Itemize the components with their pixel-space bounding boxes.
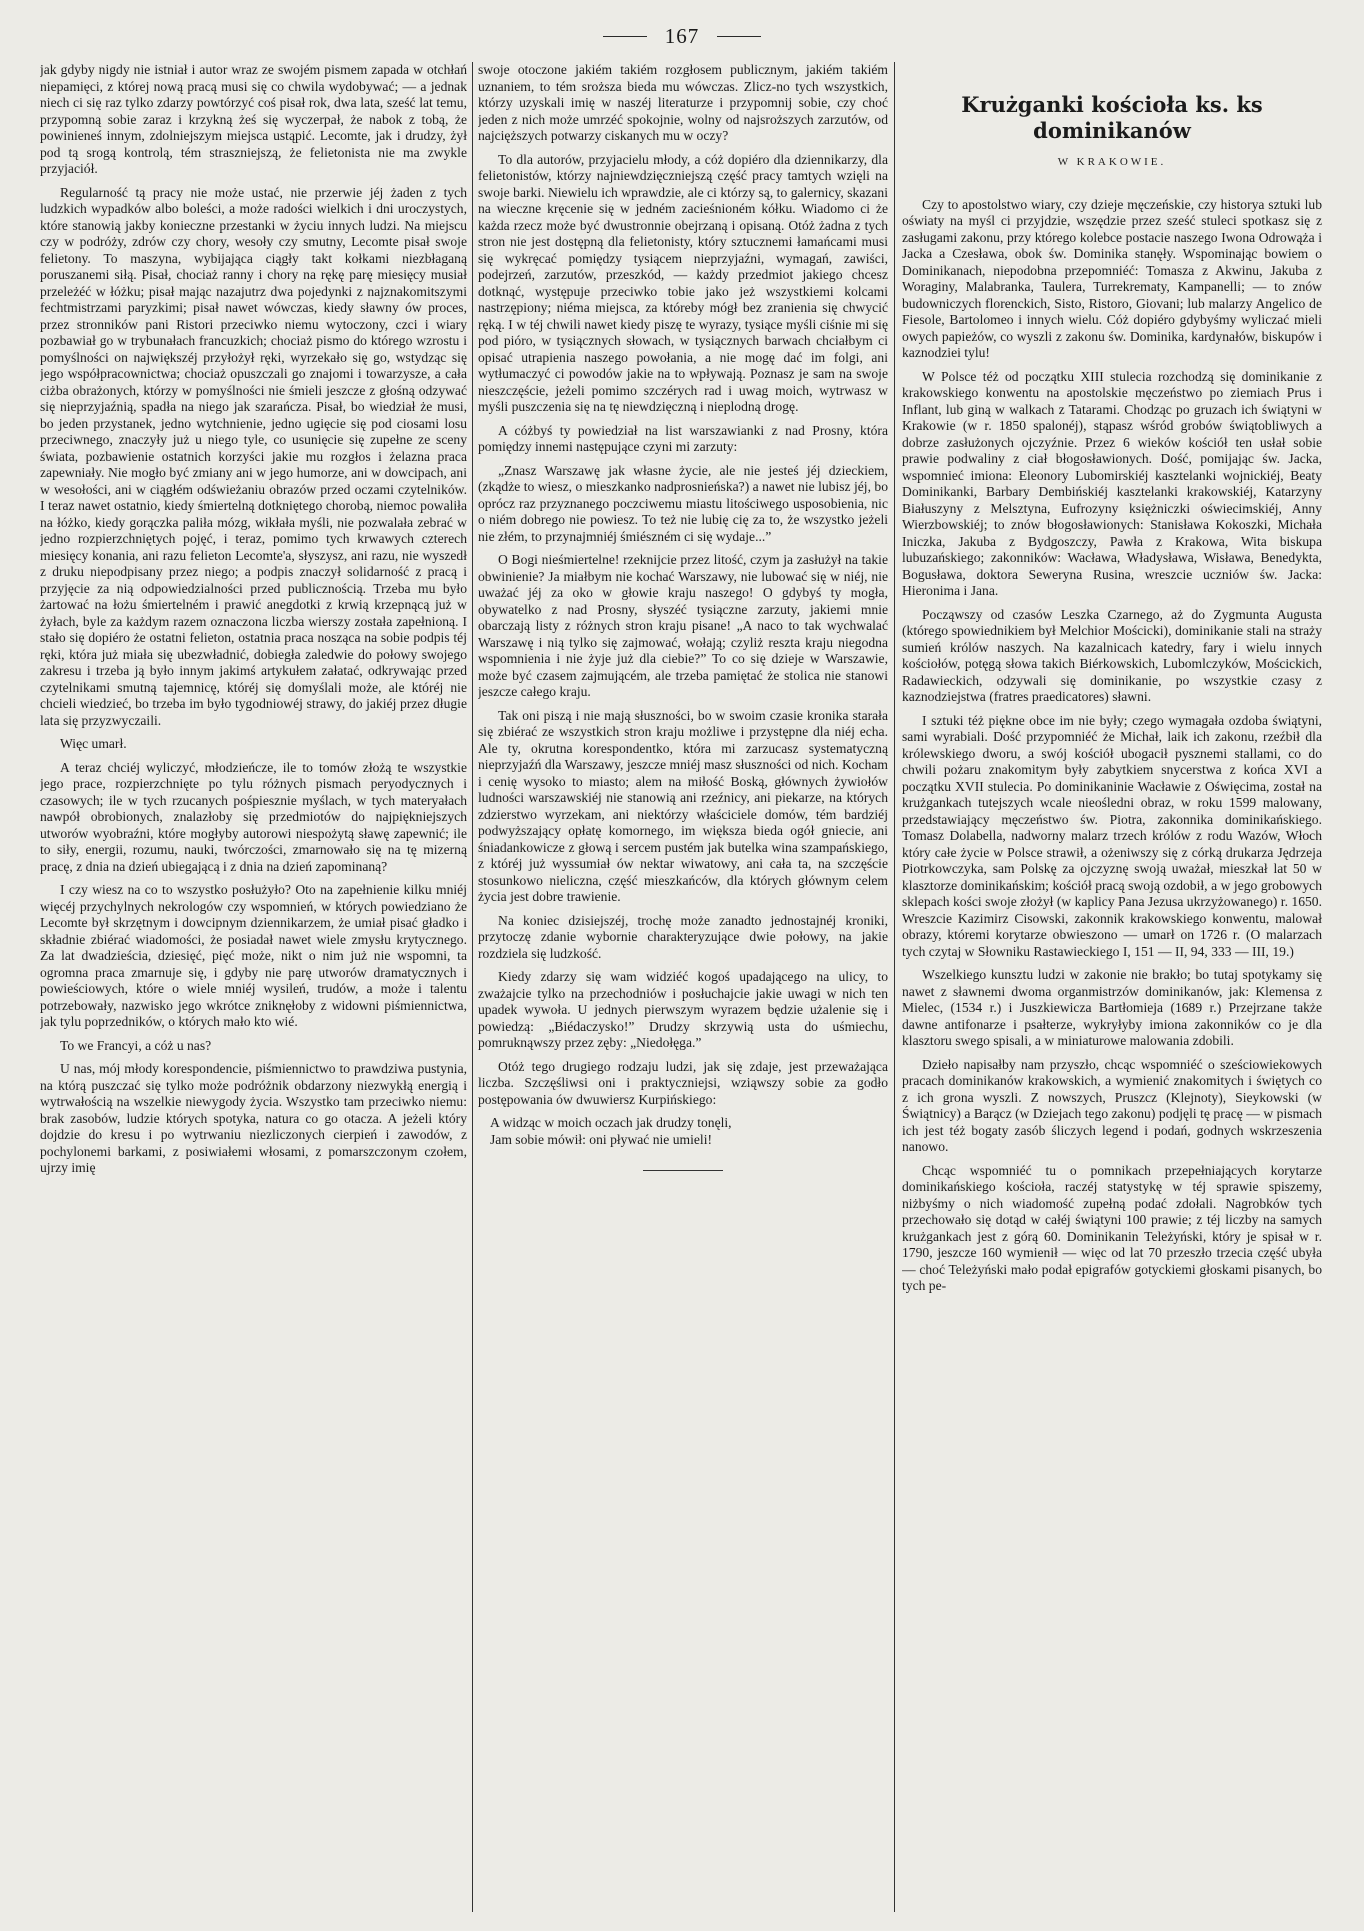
paragraph: Kiedy zdarzy się wam widziéć kogoś upadającego na ulicy, to zważajcie tylko na przechodniów i posłuchajcie jakie uwagi w nich ten upadek wywoła. U jednych pierwszym wyrazem będzie użalenie się i powiedzą: „Biédaczysko!” Drudzy skrzywią usta do uśmiechu, pomruknąwszy przez zęby: „Niedołęga.” (478, 969, 888, 1050)
paragraph: To dla autorów, przyjacielu młody, a cóż dopiéro dla dziennikarzy, dla felietonistów, którzy najniewdzięczniejszą część pracy tamtych wzięli na swoje barki. Niewielu ich wprawdzie, ale ci którzy są, to galernicy, skazani na wieczne kręcenie się w jedném zacieśnioném kółku. Wiadomo ci że każda rzecz może być dwustronnie obejrzaną i opisaną. Otóż żadna z tych stron nie jest dostępną dla felietonisty, który sztucznemi łamańcami musi się wykręcać pomiędzy tysiącem nieprzyjaźni, wymagań, zawiści, podejrzeń, zarzutów, przeszkód, — każdy przedmiot jakiego chcesz dotknąć, występuje przeciwko tobie jako jeż wszystkiemi kolcami nastrzępiony; niéma miejsca, za któreby mógł bez zranienia się chwycić ręką. I w téj chwili nawet kiedy piszę te wyrazy, tysiące myśli ciśnie mi się pod pióro, w tysiącznych słowach, w tysiącznych barwach chciałbym ci opisać utrapienia naszego powołania, a nie mogę dać im folgi, ani wytłumaczyć ci powodów jakie na to wpływają. Poznasz je sam na swoje nieszczęście, jeżeli pomimo szczérych rad i uwag moich, wytrwasz w myśli puszczenia się na tę niewdzięczną i nieplodną drogę. (478, 151, 888, 414)
paragraph: Regularność tą pracy nie może ustać, nie przerwie jéj żaden z tych ludzkich wypadków albo boleści, a może radości wielkich i dni uroczystych, które stanowią jakby konieczne przestanki w życiu innych ludzi. Na miejscu czy w podróży, zdrów czy chory, wesoły czy smutny, Lecomte pisał swoje felietony. To maszyna, wybijająca ciągły takt kołkami niezbłaganą poruszanemi siłą. Pisał, chociaż ranny i chory na rękę parę miesięcy musiał przeleżéć w łóżku; pisał mając nazajutrz dwa pojedynki z najznakomitszymi fechtmistrzami paryzkimi; pisał nawet wówczas, kiedy sławny ów proces, przez stronników pani Ristori przeciwko niemu wytoczony, czci i wiary pozbawiał go w trybunałach francuzkich; chociaż pismo do którego wzrostu i pomyślności on największéj przyłożył ręki, wyrzekało się go, wstydząc się jego współpracownictwa; chociaż opuszczali go znajomi i towarzysze, a cała ciżba obrażonych, którzy w pomyślności nie śmieli jeszcze z głośną odzywać się nieprzyjaźnią, spadła na niego jak szarańcza. Pisał, bo wiedział że musi, bo jeden przystanek, jedno wytchnienie, jedno ugięcie się pod ciosami losu przeciwnego, znaczyły już u niego tyle, co usunięcie się zupełne ze sceny świata, pozbawienie ostatnich korzyści jakie mu rozgłos i żelazna praca zapewniały. Nie mogło być zmiany ani w jego humorze, ani w dowcipach, ani w wesołości, ani w ciągłém odświeżaniu obrazów przed oczami czytelników. I teraz nawet ostatnio, kiedy śmiertelną dotkniętego chorobą, niemoc powaliła na łóżko, kiedy gorączka paliła mózg, wikłała myśli, nie pozwalała zebrać w jedno rozpierzchniętych pojęć, i teraz, pomimo tych krwawych czterech miesięcy konania, ani razu felieton Lecomte'a, słyszysz, ani razu, nie wyszedł z druku niepodpisany przez niego; a podpis znaczył solidarność z pracą i przyjęcie za nią odpowiedzialności przed publicznością. Trzeba mu było żartować na łożu śmiertelném i prawić anegdotki z krwią krzepnącą już w żyłach, byle za każdym razem oznaczona liczba wierszy została zapełnioną. I stało się dopiéro że ostatni felieton, ostatnia praca nosząca na sobie podpis téj ręki, która już miała się ubezwładnić, dobiegła zaledwie do połowy swojego zakresu i trzeba ją było innym jakimś artykułem załatać, odkrywając przed czytelnikami smutną tajemnicę, któréj się domyślali może, ale któréj nie chcieli wiedzieć, bo trzeba im było tygodniowéj strawy, do jakiéj przez długie lata się przyzwyczaili. (40, 184, 467, 728)
verse-line: A widząc w moich oczach jak drudzy tonęli, (490, 1115, 732, 1130)
quoted-letter: „Znasz Warszawę jak własne życie, ale nie jesteś jéj dzieckiem, (zkądże to wiesz, o mieszkanko nadprosnieńska?) a nawet nie lubisz jéj, bo oprócz raz przyznanego poczciwemu miastu litościwego usposobienia, nic o niém dobrego nie powiesz. To też nie lubię cię za to, że wszystko jeżeli nie złém, to przynajmniéj śmiészném ci się wydaje...” (478, 462, 888, 544)
paragraph: A cóżbyś ty powiedział na list warszawianki z nad Prosny, która pomiędzy innemi następujące czyni mi zarzuty: (478, 422, 888, 454)
paragraph: A teraz chciéj wyliczyć, młodzieńcze, ile to tomów złożą te wszystkie jego prace, rozpierzchnięte po tylu różnych pismach peryodycznych i czasowych; ile w tych rzucanych pośpiesznie myślach, w tych materyałach nawpół obrobionych, znalazłoby się przedmiotów do najpiękniejszych utworów wyobraźni, które mogłyby autorowi niespożytą sławę zapewnić; ile to siły, energii, rozumu, nauki, twórczości, zmarnowało się na tę mizerną pracę, z dnia na dzień ubiegającą i z dnia na dzień zapominaną? (40, 759, 467, 874)
column-left (40, 62, 467, 1912)
paragraph: Tak oni piszą i nie mają słuszności, bo w swoim czasie kronika starała się zbiérać ze wszystkich stron kraju możliwe i przystępne dla niéj echa. Ale ty, okrutna korespondentko, która mi zarzucasz systematyczną nieprzyjaźń dla Warszawy, jeszcze mniéj masz słuszności od nich. Kocham i cenię wysoko to miasto; alem na miłość Boską, głównych żywiołów ludności warszawskiéj nie stanowią ani rzeźnicy, ani piekarze, na których zdzierstwo wyrzekam, ani niektórzy właściciele domów, tém bardziéj podwyższający opłatę komornego, im większa bieda ogół gniecie, ani śniadankowicze z głową i sercem pustém jak butelka wina szampańskiego, z któréj już wyssumiał ów nektar wiwatowy, ani cała ta, na szczęście stosunkowo nieliczna, część mieszkańców, dla których głównym celem życia jest dobre trawienie. (478, 707, 888, 904)
paragraph: Dzieło napisałby nam przyszło, chcąc wspomniéć o sześciowiekowych pracach dominikanów krakowskich, a wymienić znakomitych i świętych co z ich grona wyszli. Z nowszych, Pruszcz (Klejnoty), Sieykowski (w Świątnicy) a Barącz (w Dziejach tego zakonu) podjęli tę pracę — w pismach ich jest téż bogaty zasób śliczych legend i podań, godnych wskrzeszenia nanowo. (902, 1056, 1322, 1154)
column-divider-left (472, 62, 473, 1912)
article-title: Krużganki kościoła ks. ks dominikanów (961, 92, 1263, 143)
paragraph: I czy wiesz na co to wszystko posłużyło? Oto na zapełnienie kilku mniéj więcéj przychylnych nekrologów czy wspomnień, w których powiedziano że Lecomte był skrzętnym i dowcipnym dziennikarzem, że umiał pisać gładko i składnie zbiérać wiadomości, że posiadał nawet wiele zmysłu krytycznego. Za lat dwadzieścia, dziesięć, pięć może, nikt o nim już nie wspomni, ta ogromna praca zmarnuje się, i gdyby nie parę utworów dramatycznych i powieściowych, które o wiele mniéj wysileń, trudów, a może i talentu potrzebowały, nazwisko jego wkrótce zniknęłoby z widowni piśmiennictwa, jak tylu poprzedników, o których mało kto wié. (40, 882, 467, 1029)
paragraph: To we Francyi, a cóż u nas? (60, 1037, 212, 1053)
paragraph: U nas, mój młody korespondencie, piśmiennictwo to prawdziwa pustynia, na którą puszczać się tylko może podróżnik obdarzony niezwykłą energią i wytrwałością na wszelkie niewygody życia. Wszystko tam przeciwko niemu: brak zasobów, ludzie których spotyka, natura co go otacza. A jeżeli który dojdzie do kresu i po wytrwaniu niezliczonych cierpień i zawodów, z pochylonemi barkami, z posiwiałemi włosami, z pomarszczonym czołem, ujrzy imię (40, 1061, 467, 1175)
paragraph: Począwszy od czasów Leszka Czarnego, aż do Zygmunta Augusta (którego spowiednikiem był Melchior Mościcki), dominikanie stali na straży sumień królów naszych. Na kazalnicach katedry, fary i wielu innych kościołów, potęgą słowa takich Biérkowskich, Lubomlczyków, Mościckich, Radawieckich, odzywali się dominikanie, po wszystkie czasy z kaznodziejstwa (fratres praedicatores) sławni. (902, 606, 1322, 704)
paragraph: I sztuki téż piękne obce im nie były; czego wymagała ozdoba świątyni, sami wyrabiali. Dość przypomniéć że Michał, laik ich zakonu, rzeźbił dla królewskiego dworu, a swój kościół ubogacił pysznemi stallami, co do chwili pożaru znakomitym były zabytkiem snycerstwa z końca XVI a początku XVII stulecia. Po dominikaninie Wacławie z Oświęcima, został na krużgankach tutejszych wcale nieośledni obraz, w roku 1599 malowany, przedstawiający męczeństwo św. Piotra, zakonnika dominikańskiego. Tomasz Dolabella, nadworny malarz trzech królów z rodu Wazów, Włoch który całe życie w Polsce strawił, a ożeniwszy się z córką drukarza Jędrzeja Piotrkowczyka, sam Polskę za ojczyznę swoją uważał, mieszkał lat 50 w klasztorze dominikańskim; kościół pracą swoją ozdobił, a w jego grobowych sklepach kości swoje złożył (w kaplicy Pana Jezusa ukrzyżowanego) r. 1650. Wreszcie Kazimirz Cisowski, zakonnik krakowskiego konwentu, malował obrazy, któremi korytarze obwieszono — umarł on 1726 r. (O malarzach tych czytaj w Słowniku Rastawieckiego I, 151 — II, 94, 333 — III, 19.) (902, 712, 1322, 959)
verse-line: Jam sobie mówił: oni pływać nie umieli! (490, 1131, 712, 1147)
column-right (902, 62, 1322, 1912)
column-middle (478, 62, 888, 1912)
header-rule-right (717, 36, 761, 37)
paragraph: Otóż tego drugiego rodzaju ludzi, jak się zdaje, jest przeważająca liczba. Szczęśliwsi oni i praktyczniejsi, wziąwszy sobie za godło postępowania ów dwuwiersz Kurpińskiego: (478, 1058, 888, 1107)
article-subtitle: W KRAKOWIE. (1057, 156, 1167, 168)
paragraph: swoje otoczone jakiém takiém rozgłosem publicznym, jakiém takiém uznaniem, to tém sroższa bieda mu wówczas. Zlicz-no tych wszystkich, którzy uzyskali imię w naszéj literaturze i przypomnij sobie, czy choć jeden z nich może umrzéć spokojnie, wolny od najsroższych zarzutów, od najcięższych potwarzy ciskanych mu w oczy? (478, 62, 888, 143)
paragraph: jak gdyby nigdy nie istniał i autor wraz ze swojém pismem zapada w otchłań niepamięci, z której nową pracą musi się co chwila wydobywać; — a jednak niech ci się raz tylko zdarzy powtórzyć coś pisał rok, dwa lata, sześć lat temu, przypomną sobie zaraz i krzykną żeś się wyczerpał, że nabok z tobą, że powinieneś innym, zdolniejszym miejsca ustąpić. Lecomte, jak i drudzy, żył pod tą srogą kontrolą, tém straszniejszą, że felietonista nie ma zwykle przyjaciół. (40, 62, 467, 176)
paragraph: Na koniec dzisiejszéj, trochę może zanadto jednostajnéj kroniki, przytoczę zdanie wybornie charakteryzujące dwie połowy, na jakie rozdziela się ludzkość. (478, 912, 888, 961)
section-end-rule (643, 1170, 723, 1171)
header-rule-left (603, 36, 647, 37)
paragraph: Więc umarł. (60, 736, 127, 751)
paragraph: O Bogi nieśmiertelne! rzeknijcie przez litość, czym ja zasłużył na takie obwinienie? Ja miałbym nie kochać Warszawy, nie lubować się w niéj, nie uważać jéj za oko w głowie kraju naszego! O gdybyś ty mogła, obywatelko z nad Prosny, słyszéć tysiączne zarzuty, jakiemi mnie obarczają listy z różnych stron kraju pisane! „A naco to tak wychwalać Warszawę i nią tylko się zajmować, wołają; czyliż reszta kraju niegodna wspomnienia i nie żyje już dla ciebie?” To co się dzieje w Warszawie, może być czasem zajmującém, ale trzeba pamiętać że stolica nie stanowi jeszcze całego kraju. (478, 552, 888, 699)
column-divider-right (894, 62, 895, 1912)
paragraph: Wszelkiego kunsztu ludzi w zakonie nie brakło; bo tutaj spotykamy się nawet z sławnemi dwoma organmistrzów dominikanów, jak: Klemensa z Mielec, (1534 r.) i Juszkiewicza Bartłomieja (1689 r.) Przejrzane także dawne antifonarze i psałterze, wykryłyby imiona zakonników co je dla klasztoru swego spisali, a w miniaturowe malowania zdobili. (902, 967, 1322, 1048)
paragraph: W Polsce téż od początku XIII stulecia rozchodzą się dominikanie z krakowskiego konwentu na apostolskie męczeństwo po ziemiach Prus i Inflant, lub giną w walkach z Tatarami. Chodząc po gruzach ich świątyni w Krakowie (w r. 1850 spalonéj), stąpasz wśród grobów świątobliwych a dobrze zasłużonych ojczyźnie. Przez 6 wieków kościół ten usłał sobie prawie podwaliny z ciał błogosławionych. Dość, pomijając św. Jacka, wspomnieć imiona: Eleonory Lubomirskiéj kasztelanki wojnickiéj, Beaty Dominikanki, Barbary Dembińskiéj kasztelanki krakowskiéj, Katarzyny Białuszyny z Melsztyna, Eufrozyny księżniczki oświecimskiéj, Anny Wierzbowskiéj; to znów błogosławionych: Stanisława Kokoszki, Michała Iniczka, Jakuba z Bydgoszczy, Pawła z Krakowa, Wita biskupa lubuzańskiego; zakonników: Wacława, Władysława, Wisława, Benedykta, Bogusława, doktora Seweryna Rusina, wreszcie uczniów św. Jacka: Hieronima i Jana. (902, 368, 1322, 598)
page-header (0, 16, 1364, 56)
paragraph: Chcąc wspomniéć tu o pomnikach przepełniających korytarze dominikańskiego kościoła, raczéj statystykę w téj sprawie spiszemy, niżbyśmy o nich wiadomość zupełną podać zdołali. Nagrobków tych przechowało się dotąd w całéj świątyni 100 prawie; z téj liczby na samych krużgankach jest z górą 60. Dominikanin Teleżyński, który je spisał w r. 1790, jeszcze 160 wymienił — więc od lat 70 przeszło trzecia część ubyła — choć Teleżyński mało podał epigrafów gotyckiemi głoskami pisanych, bo tych pe- (902, 1162, 1322, 1293)
paragraph: Czy to apostolstwo wiary, czy dzieje męczeńskie, czy historya sztuki lub oświaty na myśl ci przyjdzie, wszędzie przez sześć stuleci spotkasz się z zasługami zakonu, przy którego kolebce postacie naszego Iwona Odrowąża i Jacka a Czesława, obok św. Dominika stanęły. Wspominając bowiem o Dominikanach, niepodobna przepomniéć: Tomasza z Akwinu, Jakuba z Woraginy, Malabranka, Taulera, Turrekrematy, Kampanelli; — to znów budowniczych florenckich, Sisto, Ristoro, Giovani; lub malarzy Angelico de Fiesole, Bartolomeo i innych wielu. Cóż dopiéro gdybyśmy wyliczać mieli owych papieżów, co wyszli z zakonu św. Dominika, kardynałów, biskupów i kaznodziei tylu! (902, 196, 1322, 360)
page-number: 167 (664, 23, 700, 48)
